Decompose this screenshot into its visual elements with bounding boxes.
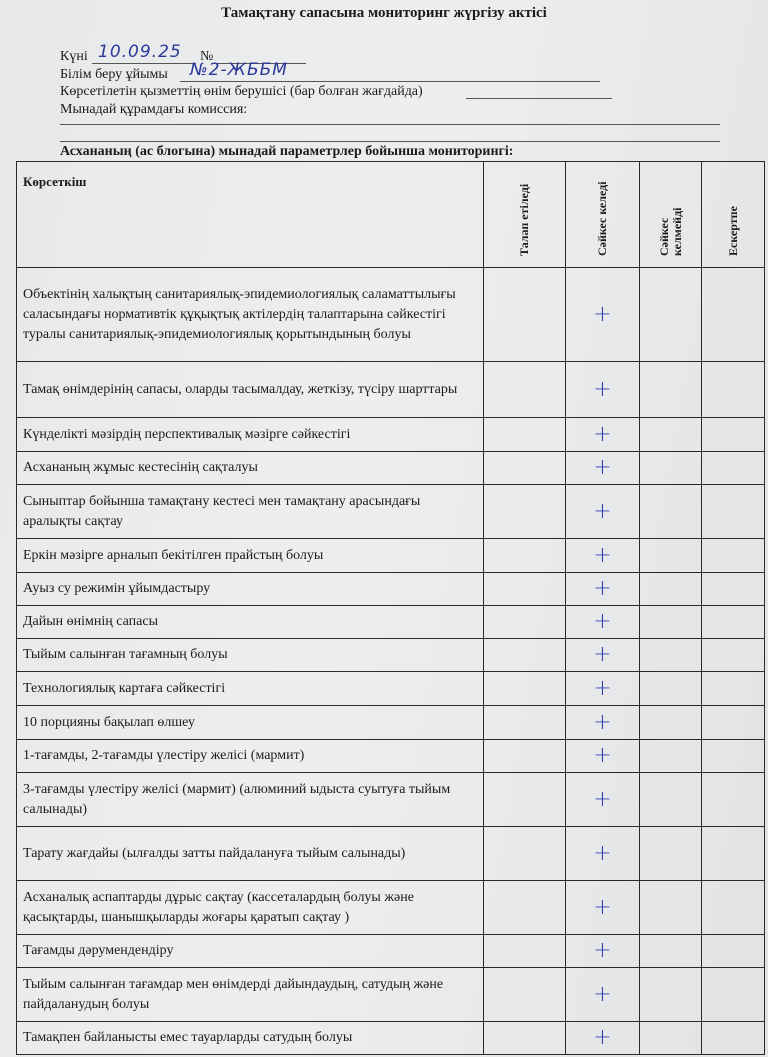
handwritten-check-mark: + <box>593 981 612 1007</box>
table-row <box>17 418 765 452</box>
handwritten-check-mark: + <box>593 642 612 667</box>
row-note-cell <box>702 881 765 935</box>
row-complies-cell <box>566 968 640 1022</box>
row-required-cell <box>484 773 566 827</box>
handwritten-check-mark: + <box>593 421 612 447</box>
table-row <box>17 827 765 881</box>
row-not-complies-cell <box>640 268 702 362</box>
handwritten-check-mark: + <box>593 894 612 920</box>
row-note-cell <box>702 268 765 362</box>
handwritten-check-mark: + <box>593 840 612 866</box>
table-subtitle: Асхананың (ас блогына) мынадай параметрлер бойынша мониторингі: <box>60 144 514 159</box>
service-provider-label: Көрсетілетін қызметтің өнім берушісі (бар болған жағдайда) <box>60 84 423 99</box>
table-row <box>17 452 765 485</box>
row-required-cell <box>484 539 566 573</box>
commission-line-2 <box>60 141 720 142</box>
row-not-complies-cell <box>640 706 702 740</box>
row-not-complies-cell <box>640 968 702 1022</box>
row-indicator-label: 3-тағамды үлестіру желісі (мармит) (алюминий ыдыста суытуға тыйым салынады) <box>17 773 484 827</box>
table-row <box>17 935 765 968</box>
row-note-cell <box>702 606 765 639</box>
row-complies-cell <box>566 1022 640 1055</box>
monitoring-table <box>16 161 765 1055</box>
commission-line-1 <box>60 124 720 125</box>
row-note-cell <box>702 539 765 573</box>
row-not-complies-cell <box>640 362 702 418</box>
table-row <box>17 362 765 418</box>
row-indicator-label: 1-тағамды, 2-тағамды үлестіру желісі (мармит) <box>17 740 484 773</box>
header-required: Талап етіледі <box>484 162 566 268</box>
table-row <box>17 485 765 539</box>
header-note: Ескертпе <box>702 162 765 268</box>
handwritten-check-mark: + <box>593 709 612 735</box>
row-complies-cell <box>566 362 640 418</box>
table-row <box>17 573 765 606</box>
row-complies-cell <box>566 539 640 573</box>
row-required-cell <box>484 268 566 362</box>
row-not-complies-cell <box>640 773 702 827</box>
header-complies: Сәйкес келеді <box>566 162 640 268</box>
header-not-complies: Сәйкес келмейді <box>640 162 702 268</box>
row-required-cell <box>484 1022 566 1055</box>
row-not-complies-cell <box>640 1022 702 1055</box>
row-indicator-label: Сыныптар бойынша тамақтану кестесі мен тамақтану арасындағы аралықты сақтау <box>17 485 484 539</box>
row-complies-cell <box>566 452 640 485</box>
row-not-complies-cell <box>640 935 702 968</box>
row-required-cell <box>484 362 566 418</box>
row-not-complies-cell <box>640 485 702 539</box>
row-indicator-label: Асханалық аспаптарды дұрыс сақтау (кассеталардың болуы және қасықтарды, шанышқыларды жоғары қаратып сақтау ) <box>17 881 484 935</box>
row-indicator-label: Тамақпен байланысты емес тауарларды сатудың болуы <box>17 1022 484 1055</box>
row-indicator-label: Тыйым салынған тағамдар мен өнімдерді дайындаудың, сатудың және пайдаланудың болуы <box>17 968 484 1022</box>
row-complies-cell <box>566 268 640 362</box>
row-required-cell <box>484 606 566 639</box>
row-note-cell <box>702 1022 765 1055</box>
row-indicator-label: Асхананың жұмыс кестесінің сақталуы <box>17 452 484 485</box>
row-note-cell <box>702 672 765 706</box>
date-label: Күні <box>60 49 88 64</box>
row-indicator-label: Ауыз су режимін ұйымдастыру <box>17 573 484 606</box>
row-indicator-label: Тағамды дәрумендендіру <box>17 935 484 968</box>
row-complies-cell <box>566 418 640 452</box>
row-indicator-label: 10 порцияны бақылап өлшеу <box>17 706 484 740</box>
handwritten-check-mark: + <box>593 455 612 480</box>
row-indicator-label: Объектінің халықтың санитариялық-эпидемиологиялық саламаттылығы саласындағы нормативтік құқықтық актілердің талаптарына сәйкестігі туралы санитариялық-эпидемиологиялық қорытындының болуы <box>17 268 484 362</box>
table-row <box>17 606 765 639</box>
table-row <box>17 773 765 827</box>
row-not-complies-cell <box>640 881 702 935</box>
row-note-cell <box>702 452 765 485</box>
handwritten-check-mark: + <box>593 301 612 327</box>
table-row <box>17 539 765 573</box>
document-title: Тамақтану сапасына мониторинг жүргізу актісі <box>221 5 547 21</box>
commission-label: Мынадай құрамдағы комиссия: <box>60 102 248 117</box>
organization-label: Білім беру ұйымы <box>60 67 168 82</box>
table-row <box>17 268 765 362</box>
row-not-complies-cell <box>640 573 702 606</box>
table-row <box>17 706 765 740</box>
row-complies-cell <box>566 881 640 935</box>
row-required-cell <box>484 881 566 935</box>
row-note-cell <box>702 706 765 740</box>
row-indicator-label: Тамақ өнімдерінің сапасы, оларды тасымалдау, жеткізу, түсіру шарттары <box>17 362 484 418</box>
handwritten-check-mark: + <box>593 609 612 634</box>
row-required-cell <box>484 573 566 606</box>
table-row <box>17 881 765 935</box>
row-note-cell <box>702 827 765 881</box>
row-not-complies-cell <box>640 639 702 672</box>
row-not-complies-cell <box>640 606 702 639</box>
date-underline <box>92 63 196 64</box>
row-note-cell <box>702 485 765 539</box>
handwritten-check-mark: + <box>593 376 612 402</box>
table-row <box>17 740 765 773</box>
handwritten-check-mark: + <box>593 786 612 812</box>
row-note-cell <box>702 639 765 672</box>
row-note-cell <box>702 362 765 418</box>
row-indicator-label: Еркін мәзірге арналып бекітілген прайстың болуы <box>17 539 484 573</box>
table-row <box>17 1022 765 1055</box>
date-value: 10.09.25 <box>98 42 182 62</box>
organization-underline <box>180 81 600 82</box>
row-complies-cell <box>566 639 640 672</box>
row-complies-cell <box>566 485 640 539</box>
row-required-cell <box>484 418 566 452</box>
row-not-complies-cell <box>640 539 702 573</box>
handwritten-check-mark: + <box>593 938 612 963</box>
handwritten-check-mark: + <box>593 675 612 701</box>
row-note-cell <box>702 968 765 1022</box>
row-note-cell <box>702 740 765 773</box>
table-row <box>17 639 765 672</box>
row-indicator-label: Күнделікті мәзірдің перспективалық мәзірге сәйкестігі <box>17 418 484 452</box>
row-indicator-label: Тыйым салынған тағамның болуы <box>17 639 484 672</box>
handwritten-check-mark: + <box>593 498 612 524</box>
row-complies-cell <box>566 773 640 827</box>
row-not-complies-cell <box>640 452 702 485</box>
header-indicator: Көрсеткіш <box>17 162 484 268</box>
row-required-cell <box>484 935 566 968</box>
row-complies-cell <box>566 573 640 606</box>
row-required-cell <box>484 706 566 740</box>
row-complies-cell <box>566 672 640 706</box>
service-provider-underline <box>466 98 612 99</box>
row-required-cell <box>484 968 566 1022</box>
row-note-cell <box>702 935 765 968</box>
row-required-cell <box>484 827 566 881</box>
table-row <box>17 968 765 1022</box>
row-not-complies-cell <box>640 827 702 881</box>
row-required-cell <box>484 672 566 706</box>
table-header-row <box>17 162 765 268</box>
organization-value: №2-ЖББМ <box>190 60 288 80</box>
row-indicator-label: Дайын өнімнің сапасы <box>17 606 484 639</box>
row-complies-cell <box>566 827 640 881</box>
handwritten-check-mark: + <box>593 743 612 768</box>
row-complies-cell <box>566 740 640 773</box>
row-required-cell <box>484 452 566 485</box>
row-complies-cell <box>566 606 640 639</box>
row-indicator-label: Тарату жағдайы (ылғалды затты пайдалануға тыйым салынады) <box>17 827 484 881</box>
row-indicator-label: Технологиялық картаға сәйкестігі <box>17 672 484 706</box>
row-note-cell <box>702 773 765 827</box>
row-note-cell <box>702 418 765 452</box>
handwritten-check-mark: + <box>593 576 612 601</box>
row-required-cell <box>484 740 566 773</box>
number-label: № <box>200 49 214 64</box>
row-not-complies-cell <box>640 740 702 773</box>
row-complies-cell <box>566 706 640 740</box>
row-not-complies-cell <box>640 418 702 452</box>
row-note-cell <box>702 573 765 606</box>
row-required-cell <box>484 639 566 672</box>
row-required-cell <box>484 485 566 539</box>
row-not-complies-cell <box>640 672 702 706</box>
handwritten-check-mark: + <box>593 542 612 568</box>
handwritten-check-mark: + <box>593 1025 612 1050</box>
table-row <box>17 672 765 706</box>
row-complies-cell <box>566 935 640 968</box>
